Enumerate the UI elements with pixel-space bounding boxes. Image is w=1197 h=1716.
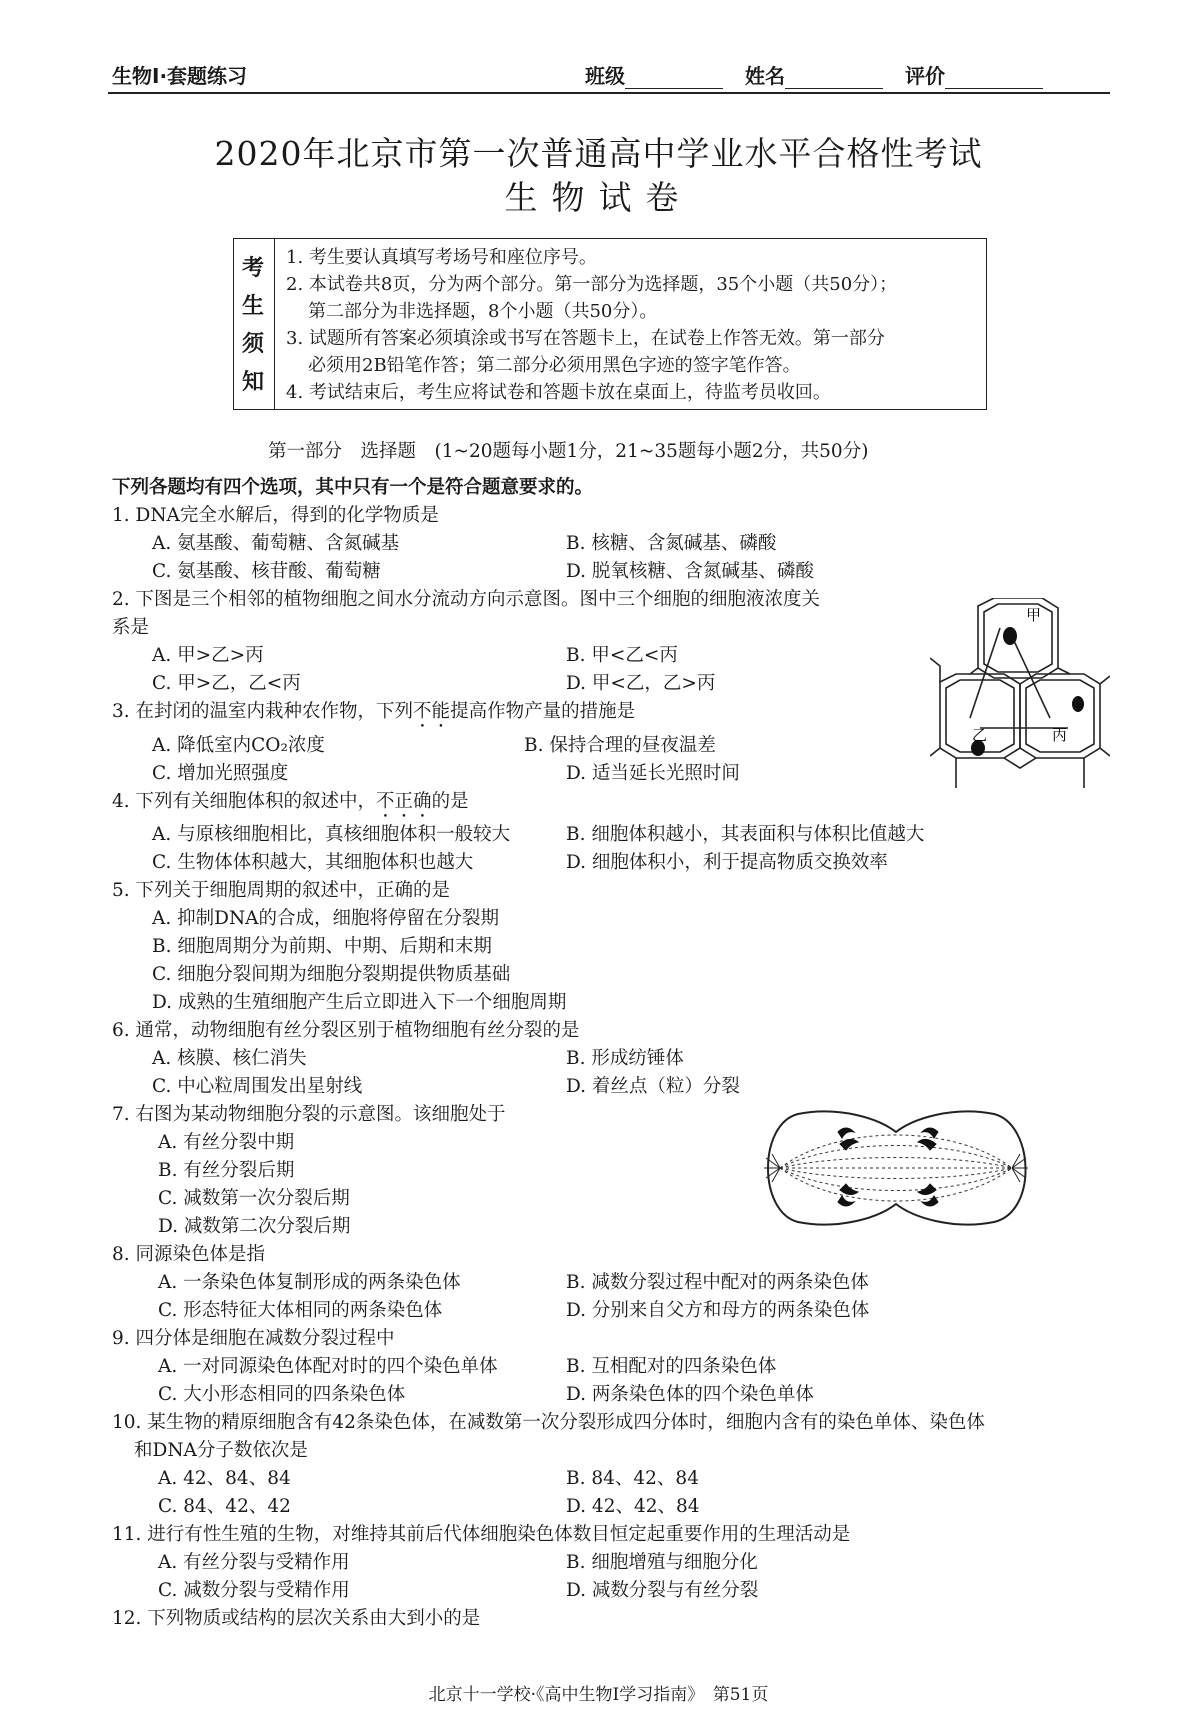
question-2-stem-cont: 系是 <box>112 617 150 638</box>
name-label: 姓名 <box>745 64 785 88</box>
chromosome-icon <box>922 1196 938 1206</box>
option[interactable]: B. 形成纺锤体 <box>566 1048 684 1069</box>
notice-line: 4. 考试结束后，考生应将试卷和答题卡放在桌面上，待监考员收回。 <box>286 382 831 403</box>
question-1-stem: 1. DNA完全水解后，得到的化学物质是 <box>112 505 439 526</box>
option[interactable]: C. 生物体体积越大，其细胞体积也越大 <box>152 852 474 873</box>
name-blank[interactable] <box>785 68 883 89</box>
option[interactable]: C. 细胞分裂间期为细胞分裂期提供物质基础 <box>152 964 511 985</box>
option[interactable]: D. 适当延长光照时间 <box>566 763 740 784</box>
class-label: 班级 <box>585 64 625 88</box>
header-course: 生物Ⅰ·套题练习 <box>112 64 248 88</box>
question-10-stem: 10. 某生物的精原细胞含有42条染色体，在减数第一次分裂形成四分体时，细胞内含有的染色单体、染色体 <box>112 1412 985 1433</box>
option[interactable]: D. 两条染色体的四个染色单体 <box>566 1384 814 1405</box>
question-10-stem-cont: 和DNA分子数依次是 <box>134 1440 308 1461</box>
option[interactable]: A. 抑制DNA的合成，细胞将停留在分裂期 <box>152 908 500 929</box>
option[interactable]: C. 中心粒周围发出星射线 <box>152 1076 363 1097</box>
option[interactable]: C. 84、42、42 <box>158 1496 291 1517</box>
option[interactable]: B. 细胞周期分为前期、中期、后期和末期 <box>152 936 492 957</box>
cell-division-figure <box>758 1110 1034 1226</box>
option[interactable]: D. 着丝点（粒）分裂 <box>566 1076 740 1097</box>
option[interactable]: C. 形态特征大体相同的两条染色体 <box>158 1300 443 1321</box>
emphasis-text: 不正确 <box>376 791 432 812</box>
instruction: 下列各题均有四个选项，其中只有一个是符合题意要求的。 <box>112 477 594 498</box>
option[interactable]: A. 与原核细胞相比，真核细胞体积一般较大 <box>152 824 511 845</box>
option[interactable]: C. 大小形态相同的四条染色体 <box>158 1384 406 1405</box>
option[interactable]: D. 减数第二次分裂后期 <box>158 1216 351 1237</box>
stem-text: 提高作物产量的措施是 <box>450 701 636 722</box>
question-8-stem: 8. 同源染色体是指 <box>112 1244 266 1265</box>
stem-text: 3. 在封闭的温室内栽种农作物，下列 <box>112 701 414 722</box>
option[interactable]: C. 甲>乙，乙<丙 <box>152 673 301 694</box>
option[interactable]: B. 互相配对的四条染色体 <box>566 1356 777 1377</box>
question-3-stem <box>112 697 635 732</box>
notice-head-char: 考 <box>242 255 265 281</box>
question-6-stem: 6. 通常，动物细胞有丝分裂区别于植物细胞有丝分裂的是 <box>112 1020 580 1041</box>
notice-head-char: 生 <box>242 293 265 319</box>
option[interactable]: C. 增加光照强度 <box>152 763 289 784</box>
plant-cells-figure <box>930 598 1110 788</box>
option[interactable]: D. 细胞体积小，利于提高物质交换效率 <box>566 852 888 873</box>
option[interactable]: A. 42、84、84 <box>158 1468 291 1489</box>
notice-line: 2. 本试卷共8页，分为两个部分。第一部分为选择题，35个小题（共50分）； <box>286 274 898 295</box>
option[interactable]: C. 减数第一次分裂后期 <box>158 1188 350 1209</box>
chromosome-icon <box>840 1184 858 1195</box>
option[interactable]: A. 降低室内CO₂浓度 <box>152 735 325 756</box>
option[interactable]: A. 核膜、核仁消失 <box>152 1048 307 1069</box>
notice-line: 3. 试题所有答案必须填涂或书写在答题卡上，在试卷上作答无效。第一部分 <box>286 328 885 349</box>
option[interactable]: A. 甲>乙>丙 <box>152 645 264 666</box>
option[interactable]: D. 脱氧核糖、含氮碱基、磷酸 <box>566 561 814 582</box>
header-fields <box>585 60 1065 89</box>
cell-label-yi: 乙 <box>972 726 988 744</box>
option[interactable]: B. 细胞增殖与细胞分化 <box>566 1552 758 1573</box>
chromosome-icon <box>918 1139 936 1150</box>
option[interactable]: B. 细胞体积越小，其表面积与体积比值越大 <box>566 824 925 845</box>
option[interactable]: D. 减数分裂与有丝分裂 <box>566 1580 759 1601</box>
page-footer: 北京十一学校·《高中生物Ⅰ学习指南》 第51页 <box>428 1685 769 1705</box>
option[interactable]: C. 减数分裂与受精作用 <box>158 1580 350 1601</box>
option[interactable]: A. 有丝分裂中期 <box>158 1132 295 1153</box>
stem-text: 的是 <box>431 791 469 812</box>
option[interactable]: B. 84、42、84 <box>566 1468 699 1489</box>
option[interactable]: C. 氨基酸、核苷酸、葡萄糖 <box>152 561 381 582</box>
notice-head-char: 知 <box>242 369 265 395</box>
eval-label: 评价 <box>905 64 945 88</box>
option[interactable]: B. 甲<乙<丙 <box>566 645 678 666</box>
nucleus-icon <box>1003 627 1017 645</box>
notice-head-char: 须 <box>242 331 265 357</box>
chromosome-icon <box>918 1184 936 1195</box>
option[interactable]: B. 有丝分裂后期 <box>158 1160 295 1181</box>
question-12-stem: 12. 下列物质或结构的层次关系由大到小的是 <box>112 1608 481 1629</box>
option[interactable]: D. 42、42、84 <box>566 1496 700 1517</box>
page-title: 2020年北京市第一次普通高中学业水平合格性考试 <box>214 134 983 173</box>
stem-text: 4. 下列有关细胞体积的叙述中， <box>112 791 377 812</box>
option[interactable]: B. 保持合理的昼夜温差 <box>524 735 716 756</box>
notice-line: 必须用2B铅笔作答；第二部分必须用黑色字迹的签字笔作答。 <box>308 355 801 376</box>
cell-label-bing: 丙 <box>1052 726 1068 744</box>
emphasis-text: 不能 <box>413 701 451 722</box>
option[interactable]: A. 一对同源染色体配对时的四个染色单体 <box>158 1356 498 1377</box>
eval-blank[interactable] <box>945 68 1043 89</box>
option[interactable]: D. 分别来自父方和母方的两条染色体 <box>566 1300 870 1321</box>
option[interactable]: A. 有丝分裂与受精作用 <box>158 1552 350 1573</box>
notice-box <box>233 238 987 410</box>
chromosome-icon <box>838 1128 854 1138</box>
header-divider <box>108 92 1110 94</box>
option[interactable]: A. 氨基酸、葡萄糖、含氮碱基 <box>152 533 400 554</box>
question-11-stem: 11. 进行有性生殖的生物，对维持其前后代体细胞染色体数目恒定起重要作用的生理活动是 <box>112 1524 851 1545</box>
notice-heading <box>234 239 275 409</box>
cell-label-jia: 甲 <box>1026 606 1042 624</box>
notice-line: 1. 考生要认真填写考场号和座位序号。 <box>286 247 597 268</box>
question-9-stem: 9. 四分体是细胞在减数分裂过程中 <box>112 1328 395 1349</box>
option[interactable]: A. 一条染色体复制形成的两条染色体 <box>158 1272 461 1293</box>
nucleus-icon <box>1072 696 1084 712</box>
option[interactable]: D. 成熟的生殖细胞产生后立即进入下一个细胞周期 <box>152 992 567 1013</box>
option[interactable]: B. 减数分裂过程中配对的两条染色体 <box>566 1272 869 1293</box>
section-heading: 第一部分 选择题 (1~20题每小题1分，21~35题每小题2分，共50分) <box>268 441 869 462</box>
question-2-stem: 2. 下图是三个相邻的植物细胞之间水分流动方向示意图。图中三个细胞的细胞液浓度关 <box>112 589 821 610</box>
option[interactable]: D. 甲<乙，乙>丙 <box>566 673 716 694</box>
notice-line: 第二部分为非选择题，8个小题（共50分）。 <box>308 301 658 322</box>
option[interactable]: B. 核糖、含氮碱基、磷酸 <box>566 533 777 554</box>
class-blank[interactable] <box>625 68 723 89</box>
page-subtitle: 生物试卷 <box>504 178 693 217</box>
question-5-stem: 5. 下列关于细胞周期的叙述中，正确的是 <box>112 880 451 901</box>
question-4-stem <box>112 787 469 822</box>
question-7-stem: 7. 右图为某动物细胞分裂的示意图。该细胞处于 <box>112 1104 506 1125</box>
